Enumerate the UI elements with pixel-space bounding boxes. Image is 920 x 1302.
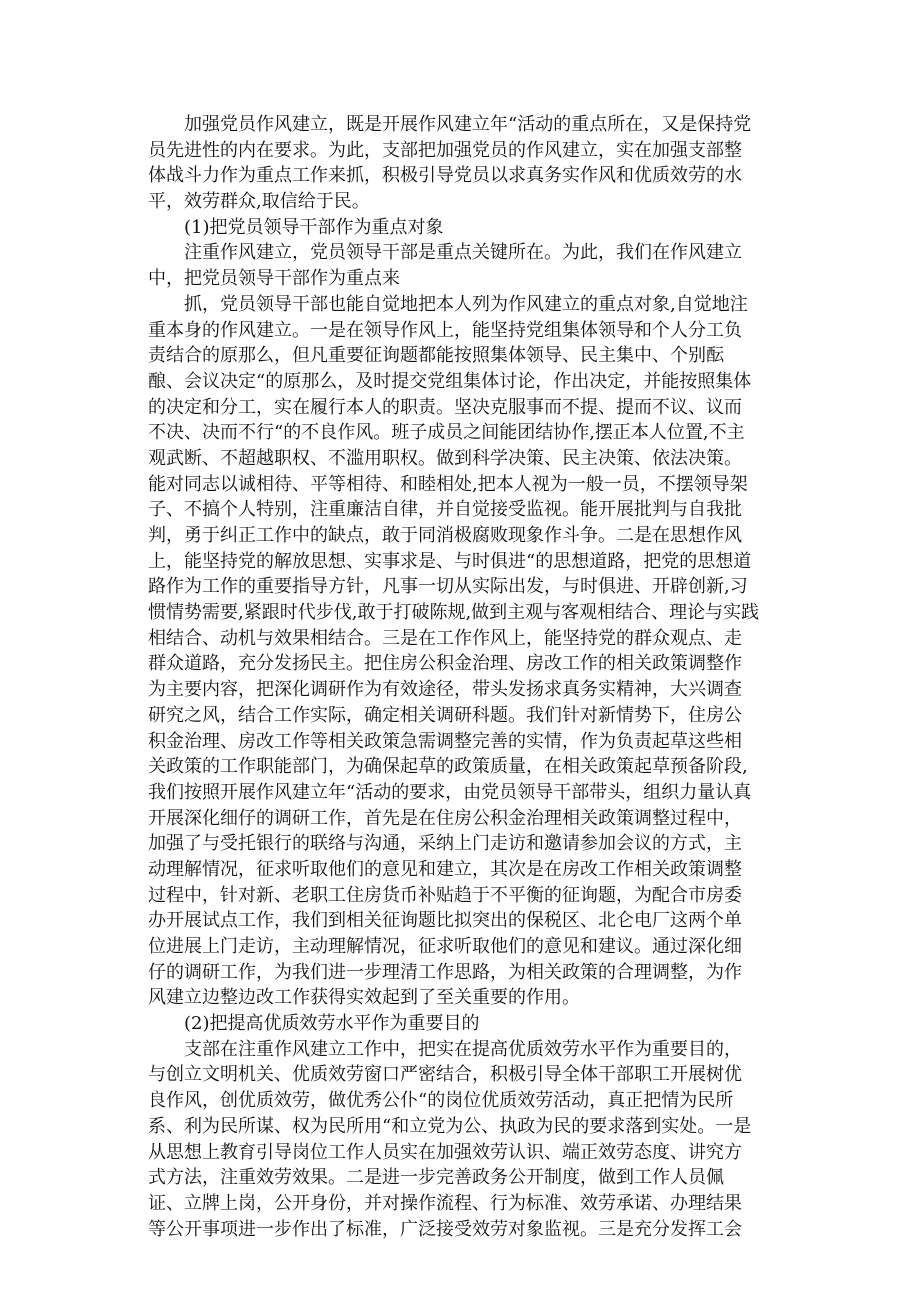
text-line: 体战斗力作为重点工作来抓，积极引导党员以求真务实作风和优质效劳的水 [148, 165, 742, 187]
text-line: 为主要内容，把深化调研作为有效途径，带头发扬求真务实精神，大兴调查 [148, 679, 742, 701]
text-line: 关政策的工作职能部门，为确保起草的政策质量，在相关政策起草预备阶段, [148, 756, 748, 778]
text-line: 证、立牌上岗，公开身份，并对操作流程、行为标准、效劳承诺、办理结果 [148, 1192, 742, 1214]
text-line: 位进展上门走访，主动理解情况，征求听取他们的意见和建议。通过深化细 [148, 936, 742, 957]
text-line: 从思想上教育引导岗位工作人员实在加强效劳认识、端正效劳态度、讲究方 [148, 1141, 742, 1163]
text-line: 积金治理、房改工作等相关政策急需调整完善的实情，作为负责起草这些相 [148, 730, 742, 752]
text-line: 过程中，针对新、老职工住房货币补贴趋于不平衡的征询题，为配合市房委 [148, 884, 742, 906]
text-line: 中，把党员领导干部作为重点来 [148, 268, 400, 290]
text-line: 路作为工作的重要指导方针，凡事一切从实际出发，与时俱进、开辟创新,习 [148, 576, 748, 598]
text-line: 风建立边整边改工作获得实效起到了至关重要的作用。 [148, 987, 580, 1009]
text-line: 责结合的原那么，但凡重要征询题都能按照集体领导、民主集中、个别酝 [148, 345, 724, 367]
text-line: 员先进性的内在要求。为此，支部把加强党员的作风建立，实在加强支部整 [148, 139, 742, 161]
text-line: 判，勇于纠正工作中的缺点，敢于同消极腐败现象作斗争。二是在思想作风 [148, 525, 742, 546]
text-line: 我们按照开展作风建立年“活动的要求，由党员领导干部带头，组织力量认真 [148, 781, 752, 803]
text-line: 上，能坚持党的解放思想、实事求是、与时俱进“的思想道路，把党的思想道 [148, 550, 752, 572]
text-line: 系、利为民所谋、权为民所用“和立党为公、执政为民的要求落到实处。一是 [148, 1115, 752, 1137]
text-line: 开展深化细仔的调研工作，首先是在住房公积金治理相关政策调整过程中， [148, 807, 742, 829]
text-line: 仔的调研工作，为我们进一步理清工作思路，为相关政策的合理调整，为作 [148, 961, 742, 983]
document-body [148, 112, 788, 1242]
text-line: 能对同志以诚相待、平等相待、和睦相处,把本人视为一般一员，不摆领导架 [148, 473, 748, 495]
text-line: 良作风，创优质效劳，做优秀公仆“的岗位优质效劳活动，真正把情为民所 [148, 1090, 734, 1112]
text-line: (2)把提高优质效劳水平作为重要目的 [184, 1013, 480, 1035]
text-line: 加强了与受托银行的联络与沟通，采纳上门走访和邀请参加会议的方式，主 [148, 833, 742, 855]
text-line: 与创立文明机关、优质效劳窗口严密结合，积极引导全体干部职工开展树优 [148, 1064, 742, 1086]
text-line: (1)把党员领导干部作为重点对象 [184, 216, 444, 238]
text-line: 不决、决而不行“的不良作风。班子成员之间能团结协作,摆正本人位置,不主 [148, 422, 745, 444]
text-line: 注重作风建立，党员领导干部是重点关键所在。为此，我们在作风建立 [184, 242, 742, 264]
text-line: 惯情势需要,紧跟时代步伐,敢于打破陈规,做到主观与客观相结合、理论与实践 [148, 602, 760, 624]
text-line: 等公开事项进一步作出了标准，广泛接受效劳对象监视。三是充分发挥工会 [148, 1218, 742, 1240]
text-line: 加强党员作风建立，既是开展作风建立年“活动的重点所在，又是保持党 [184, 114, 752, 135]
text-line: 相结合、动机与效果相结合。三是在工作作风上，能坚持党的群众观点、走 [148, 627, 742, 649]
text-line: 的决定和分工，实在履行本人的职责。坚决克服事而不提、提而不议、议而 [148, 396, 742, 418]
text-line: 办开展试点工作，我们到相关征询题比拟突出的保税区、北仑电厂这两个单 [148, 910, 742, 932]
text-line: 子、不搞个人特别，注重廉洁自律，并自觉接受监视。能开展批判与自我批 [148, 499, 742, 521]
text-line: 式方法，注重效劳效果。二是进一步完善政务公开制度，做到工作人员佩 [148, 1167, 724, 1189]
text-line: 重本身的作风建立。一是在领导作风上，能坚持党组集体领导和个人分工负 [148, 319, 742, 341]
text-line: 酿、会议决定“的原那么，及时提交党组集体讨论，作出决定，并能按照集体 [148, 370, 752, 392]
text-line: 抓，党员领导干部也能自觉地把本人列为作风建立的重点对象,自觉地注 [184, 293, 748, 315]
text-line: 研究之风，结合工作实际，确定相关调研科题。我们针对新情势下，住房公 [148, 704, 742, 726]
text-line: 支部在注重作风建立工作中，把实在提高优质效劳水平作为重要目的， [184, 1038, 742, 1060]
text-line: 平，效劳群众,取信给于民。 [148, 191, 370, 213]
text-line: 动理解情况，征求听取他们的意见和建立，其次是在房改工作相关政策调整 [148, 858, 742, 880]
text-line: 观武断、不超越职权、不滥用职权。做到科学决策、民主决策、依法决策。 [148, 447, 742, 469]
text-line: 群众道路，充分发扬民主。把住房公积金治理、房改工作的相关政策调整作 [148, 653, 742, 675]
